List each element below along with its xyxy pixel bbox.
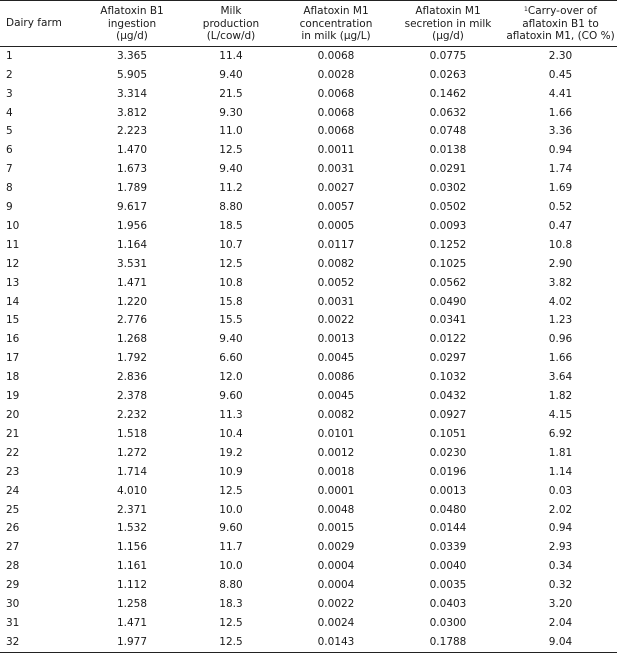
cell-afm1-concentration: 0.0068 bbox=[317, 49, 355, 62]
cell-dairy-farm: 5 bbox=[6, 125, 13, 138]
cell-carry-over: 2.93 bbox=[548, 541, 573, 554]
table-row bbox=[0, 255, 617, 274]
table-row bbox=[0, 519, 617, 538]
cell-afm1-secretion: 0.0562 bbox=[429, 276, 467, 289]
cell-carry-over: 2.90 bbox=[548, 257, 573, 270]
cell-carry-over: 2.30 bbox=[548, 49, 573, 62]
table-header bbox=[0, 1, 617, 47]
cell-afm1-concentration: 0.0027 bbox=[317, 182, 355, 195]
cell-dairy-farm: 1 bbox=[6, 49, 13, 62]
cell-afm1-secretion: 0.0144 bbox=[429, 522, 467, 535]
cell-carry-over: 10.8 bbox=[548, 238, 573, 251]
table-row bbox=[0, 425, 617, 444]
cell-afb1-ingestion: 1.112 bbox=[116, 579, 148, 592]
cell-afm1-concentration: 0.0101 bbox=[317, 427, 355, 440]
cell-dairy-farm: 7 bbox=[6, 163, 13, 176]
cell-afb1-ingestion: 3.531 bbox=[116, 257, 148, 270]
table-row bbox=[0, 330, 617, 349]
table-row bbox=[0, 236, 617, 255]
cell-carry-over: 1.74 bbox=[548, 163, 573, 176]
cell-afb1-ingestion: 1.532 bbox=[116, 522, 148, 535]
cell-milk-production: 12.5 bbox=[219, 484, 243, 497]
cell-milk-production: 18.3 bbox=[219, 598, 243, 611]
cell-dairy-farm: 20 bbox=[6, 409, 20, 421]
header-milk-production: Milk production (L/cow/d) bbox=[182, 1, 280, 47]
cell-milk-production: 6.60 bbox=[219, 352, 243, 365]
cell-dairy-farm: 9 bbox=[6, 201, 13, 214]
cell-afm1-secretion: 0.1025 bbox=[429, 257, 467, 270]
cell-dairy-farm: 17 bbox=[6, 352, 20, 365]
table-row bbox=[0, 198, 617, 217]
cell-afm1-secretion: 0.1032 bbox=[429, 371, 467, 384]
cell-afm1-secretion: 0.0339 bbox=[429, 541, 467, 554]
cell-afm1-concentration: 0.0011 bbox=[317, 144, 355, 157]
cell-afm1-secretion: 0.0490 bbox=[429, 295, 467, 308]
cell-afm1-concentration: 0.0068 bbox=[317, 87, 355, 100]
cell-afb1-ingestion: 2.378 bbox=[116, 390, 148, 403]
header-dairy-farm: Dairy farm bbox=[0, 1, 82, 47]
cell-milk-production: 9.40 bbox=[219, 68, 243, 81]
table-row bbox=[0, 406, 617, 425]
cell-milk-production: 11.0 bbox=[219, 125, 243, 138]
cell-afm1-secretion: 0.0093 bbox=[429, 219, 467, 232]
header-afm1-concentration: Aflatoxin M1 concentration in milk (µg/L) bbox=[280, 1, 392, 47]
cell-carry-over: 6.92 bbox=[548, 427, 573, 440]
cell-afm1-concentration: 0.0052 bbox=[317, 276, 355, 289]
cell-milk-production: 18.5 bbox=[219, 219, 243, 232]
table-body bbox=[0, 46, 617, 652]
cell-afb1-ingestion: 1.792 bbox=[116, 352, 148, 365]
cell-dairy-farm: 27 bbox=[6, 541, 20, 554]
table-row bbox=[0, 557, 617, 576]
cell-afm1-secretion: 0.0122 bbox=[429, 333, 467, 346]
cell-milk-production: 12.5 bbox=[219, 616, 243, 629]
cell-afb1-ingestion: 3.812 bbox=[116, 106, 148, 119]
cell-milk-production: 19.2 bbox=[219, 446, 243, 459]
cell-afm1-concentration: 0.0029 bbox=[317, 541, 355, 554]
cell-carry-over: 0.52 bbox=[548, 201, 573, 214]
table-row bbox=[0, 538, 617, 557]
cell-afm1-concentration: 0.0086 bbox=[317, 371, 355, 384]
cell-afb1-ingestion: 2.223 bbox=[116, 125, 148, 138]
cell-carry-over: 0.34 bbox=[548, 560, 573, 573]
table-row bbox=[0, 141, 617, 160]
cell-afm1-secretion: 0.0748 bbox=[429, 125, 467, 138]
cell-afm1-concentration: 0.0117 bbox=[317, 238, 355, 251]
cell-afb1-ingestion: 3.314 bbox=[116, 87, 148, 100]
cell-milk-production: 11.4 bbox=[219, 49, 243, 62]
header-afm1-secretion: Aflatoxin M1 secretion in milk (µg/d) bbox=[392, 1, 504, 47]
cell-carry-over: 9.04 bbox=[504, 633, 617, 652]
cell-afm1-concentration: 0.0143 bbox=[280, 633, 392, 652]
cell-afb1-ingestion: 1.268 bbox=[116, 333, 148, 346]
cell-milk-production: 21.5 bbox=[219, 87, 243, 100]
cell-carry-over: 1.23 bbox=[548, 314, 573, 327]
footnote-marker: 1 bbox=[524, 6, 528, 13]
cell-afm1-secretion: 0.0040 bbox=[429, 560, 467, 573]
table-row bbox=[0, 46, 617, 65]
cell-milk-production: 15.8 bbox=[219, 295, 243, 308]
cell-afm1-concentration: 0.0022 bbox=[317, 598, 355, 611]
table-row bbox=[0, 217, 617, 236]
cell-carry-over: 0.94 bbox=[548, 522, 573, 535]
cell-afb1-ingestion: 1.471 bbox=[116, 276, 148, 289]
table-row bbox=[0, 576, 617, 595]
cell-afm1-secretion: 0.0263 bbox=[429, 68, 467, 81]
cell-afb1-ingestion: 1.518 bbox=[116, 427, 148, 440]
cell-milk-production: 9.40 bbox=[219, 333, 243, 346]
cell-dairy-farm: 19 bbox=[6, 390, 20, 403]
cell-carry-over: 0.03 bbox=[548, 484, 573, 497]
cell-dairy-farm: 28 bbox=[6, 560, 20, 573]
table-row bbox=[0, 463, 617, 482]
table-row bbox=[0, 482, 617, 501]
cell-carry-over: 0.32 bbox=[548, 579, 573, 592]
table-row bbox=[0, 633, 617, 652]
cell-milk-production: 10.7 bbox=[219, 238, 243, 251]
header-carry-over: $^1$Carry-over of aflatoxin B1 to aflatoxin M1, (CO %) bbox=[504, 1, 617, 47]
cell-afb1-ingestion: 1.164 bbox=[116, 238, 148, 251]
table-row bbox=[0, 595, 617, 614]
cell-afm1-secretion: 0.0196 bbox=[429, 465, 467, 478]
cell-afb1-ingestion: 2.776 bbox=[116, 314, 148, 327]
table-row bbox=[0, 387, 617, 406]
cell-dairy-farm: 11 bbox=[6, 238, 20, 251]
cell-afm1-concentration: 0.0015 bbox=[317, 522, 355, 535]
cell-dairy-farm: 26 bbox=[6, 522, 20, 535]
cell-milk-production: 11.3 bbox=[219, 409, 243, 421]
cell-afm1-concentration: 0.0068 bbox=[317, 106, 355, 119]
cell-carry-over: 0.47 bbox=[548, 219, 573, 232]
cell-afm1-concentration: 0.0012 bbox=[317, 446, 355, 459]
cell-milk-production: 12.5 bbox=[219, 257, 243, 270]
cell-carry-over: 1.66 bbox=[548, 352, 573, 365]
cell-afm1-concentration: 0.0045 bbox=[317, 352, 355, 365]
cell-carry-over: 0.94 bbox=[548, 144, 573, 157]
cell-afm1-concentration: 0.0068 bbox=[317, 125, 355, 138]
cell-carry-over: 3.20 bbox=[548, 598, 573, 611]
table-row bbox=[0, 66, 617, 85]
cell-afm1-concentration: 0.0028 bbox=[317, 68, 355, 81]
cell-carry-over: 3.82 bbox=[548, 276, 573, 289]
table-row bbox=[0, 85, 617, 104]
cell-afm1-secretion: 0.0403 bbox=[429, 598, 467, 611]
cell-milk-production: 10.8 bbox=[219, 276, 243, 289]
cell-afm1-concentration: 0.0031 bbox=[317, 163, 355, 176]
cell-afb1-ingestion: 1.956 bbox=[116, 219, 148, 232]
cell-dairy-farm: 21 bbox=[6, 427, 20, 440]
cell-afm1-secretion: 0.1051 bbox=[429, 427, 467, 440]
table-row bbox=[0, 444, 617, 463]
cell-milk-production: 12.0 bbox=[219, 371, 243, 384]
cell-afm1-secretion: 0.0291 bbox=[429, 163, 467, 176]
cell-dairy-farm: 22 bbox=[6, 446, 20, 459]
cell-dairy-farm: 3 bbox=[6, 87, 13, 100]
table-row bbox=[0, 122, 617, 141]
cell-milk-production: 10.0 bbox=[219, 503, 243, 516]
cell-carry-over: 4.02 bbox=[548, 295, 573, 308]
cell-afb1-ingestion: 2.836 bbox=[116, 371, 148, 384]
cell-afb1-ingestion: 4.010 bbox=[116, 484, 148, 497]
cell-milk-production: 9.60 bbox=[219, 390, 243, 403]
cell-afb1-ingestion: 9.617 bbox=[116, 201, 148, 214]
table-row bbox=[0, 349, 617, 368]
cell-afm1-concentration: 0.0013 bbox=[317, 333, 355, 346]
cell-afb1-ingestion: 1.156 bbox=[116, 541, 148, 554]
cell-afm1-concentration: 0.0082 bbox=[317, 409, 355, 421]
cell-dairy-farm: 15 bbox=[6, 314, 20, 327]
table-row bbox=[0, 160, 617, 179]
cell-carry-over: 0.45 bbox=[548, 68, 573, 81]
cell-afm1-secretion: 0.1252 bbox=[429, 238, 467, 251]
cell-afm1-secretion: 0.0138 bbox=[429, 144, 467, 157]
cell-milk-production: 11.2 bbox=[219, 182, 243, 195]
cell-milk-production: 10.0 bbox=[219, 560, 243, 573]
cell-afm1-secretion: 0.0035 bbox=[429, 579, 467, 592]
cell-milk-production: 9.40 bbox=[219, 163, 243, 176]
cell-afm1-concentration: 0.0031 bbox=[317, 295, 355, 308]
table-row bbox=[0, 274, 617, 293]
cell-carry-over: 3.36 bbox=[548, 125, 573, 138]
cell-afb1-ingestion: 1.470 bbox=[116, 144, 148, 157]
cell-afm1-concentration: 0.0048 bbox=[317, 503, 355, 516]
cell-afm1-secretion: 0.0302 bbox=[429, 182, 467, 195]
cell-afm1-secretion: 0.0480 bbox=[429, 503, 467, 516]
cell-dairy-farm: 10 bbox=[6, 219, 20, 232]
cell-afb1-ingestion: 1.471 bbox=[116, 616, 148, 629]
table-row bbox=[0, 311, 617, 330]
cell-milk-production: 11.7 bbox=[219, 541, 243, 554]
cell-afb1-ingestion: 1.977 bbox=[82, 633, 182, 652]
cell-afb1-ingestion: 1.220 bbox=[116, 295, 148, 308]
cell-afb1-ingestion: 2.232 bbox=[116, 409, 148, 421]
cell-carry-over: 1.69 bbox=[548, 182, 573, 195]
cell-afb1-ingestion: 1.673 bbox=[116, 163, 148, 176]
cell-afm1-concentration: 0.0004 bbox=[317, 579, 355, 592]
cell-afm1-concentration: 0.0004 bbox=[317, 560, 355, 573]
cell-dairy-farm: 30 bbox=[6, 598, 20, 611]
cell-milk-production: 10.4 bbox=[219, 427, 243, 440]
cell-milk-production: 9.60 bbox=[219, 522, 243, 535]
cell-carry-over: 4.15 bbox=[548, 409, 573, 421]
table-row bbox=[0, 293, 617, 312]
cell-milk-production: 15.5 bbox=[219, 314, 243, 327]
cell-milk-production: 8.80 bbox=[219, 201, 243, 214]
cell-afm1-concentration: 0.0045 bbox=[317, 390, 355, 403]
cell-dairy-farm: 23 bbox=[6, 465, 20, 478]
cell-afm1-secretion: 0.0230 bbox=[429, 446, 467, 459]
table-row bbox=[0, 179, 617, 198]
cell-dairy-farm: 14 bbox=[6, 295, 20, 308]
cell-afm1-concentration: 0.0057 bbox=[317, 201, 355, 214]
cell-afm1-secretion: 0.0775 bbox=[429, 49, 467, 62]
cell-afb1-ingestion: 2.371 bbox=[116, 503, 148, 516]
cell-afm1-concentration: 0.0001 bbox=[317, 484, 355, 497]
cell-afm1-secretion: 0.0632 bbox=[429, 106, 467, 119]
cell-afm1-secretion: 0.1788 bbox=[392, 633, 504, 652]
cell-afm1-concentration: 0.0005 bbox=[317, 219, 355, 232]
cell-afm1-concentration: 0.0082 bbox=[317, 257, 355, 270]
cell-dairy-farm: 16 bbox=[6, 333, 20, 346]
cell-dairy-farm: 13 bbox=[6, 276, 20, 289]
cell-afb1-ingestion: 1.714 bbox=[116, 465, 148, 478]
cell-milk-production: 12.5 bbox=[219, 144, 243, 157]
cell-afm1-secretion: 0.0300 bbox=[429, 616, 467, 629]
table-row bbox=[0, 368, 617, 387]
cell-afm1-secretion: 0.0297 bbox=[429, 352, 467, 365]
cell-carry-over: 1.82 bbox=[548, 390, 573, 403]
cell-dairy-farm: 4 bbox=[6, 106, 13, 119]
cell-carry-over: 4.41 bbox=[548, 87, 573, 100]
table-row bbox=[0, 104, 617, 123]
cell-afm1-concentration: 0.0022 bbox=[317, 314, 355, 327]
cell-dairy-farm: 32 bbox=[0, 633, 82, 652]
cell-afb1-ingestion: 1.789 bbox=[116, 182, 148, 195]
cell-dairy-farm: 24 bbox=[6, 484, 20, 497]
cell-afb1-ingestion: 1.161 bbox=[116, 560, 148, 573]
cell-carry-over: 3.64 bbox=[548, 371, 573, 384]
cell-dairy-farm: 29 bbox=[6, 579, 20, 592]
cell-carry-over: 1.14 bbox=[548, 465, 573, 478]
cell-afm1-concentration: 0.0024 bbox=[317, 616, 355, 629]
cell-afm1-secretion: 0.0432 bbox=[429, 390, 467, 403]
cell-afm1-secretion: 0.0013 bbox=[429, 484, 467, 497]
cell-dairy-farm: 25 bbox=[6, 503, 20, 516]
cell-carry-over: 2.02 bbox=[548, 503, 573, 516]
cell-dairy-farm: 18 bbox=[6, 371, 20, 384]
cell-carry-over: 0.96 bbox=[548, 333, 573, 346]
cell-milk-production: 12.5 bbox=[182, 633, 280, 652]
cell-carry-over: 1.66 bbox=[548, 106, 573, 119]
cell-afm1-secretion: 0.0502 bbox=[429, 201, 467, 214]
cell-afb1-ingestion: 1.272 bbox=[116, 446, 148, 459]
cell-milk-production: 8.80 bbox=[219, 579, 243, 592]
cell-dairy-farm: 2 bbox=[6, 68, 13, 81]
table-row bbox=[0, 501, 617, 520]
cell-dairy-farm: 31 bbox=[6, 616, 20, 629]
cell-carry-over: 2.04 bbox=[548, 616, 573, 629]
cell-milk-production: 10.9 bbox=[219, 465, 243, 478]
cell-dairy-farm: 6 bbox=[6, 144, 13, 157]
header-afb1-ingestion: Aflatoxin B1 ingestion (µg/d) bbox=[82, 1, 182, 47]
cell-dairy-farm: 8 bbox=[6, 182, 13, 195]
cell-afm1-concentration: 0.0018 bbox=[317, 465, 355, 478]
cell-afm1-secretion: 0.0927 bbox=[429, 409, 467, 421]
cell-afb1-ingestion: 3.365 bbox=[116, 49, 148, 62]
cell-afm1-secretion: 0.0341 bbox=[429, 314, 467, 327]
cell-dairy-farm: 12 bbox=[6, 257, 20, 270]
cell-afb1-ingestion: 1.258 bbox=[116, 598, 148, 611]
cell-carry-over: 1.81 bbox=[548, 446, 573, 459]
table-row bbox=[0, 614, 617, 633]
cell-afb1-ingestion: 5.905 bbox=[116, 68, 148, 81]
cell-afm1-secretion: 0.1462 bbox=[429, 87, 467, 100]
cell-milk-production: 9.30 bbox=[219, 106, 243, 119]
